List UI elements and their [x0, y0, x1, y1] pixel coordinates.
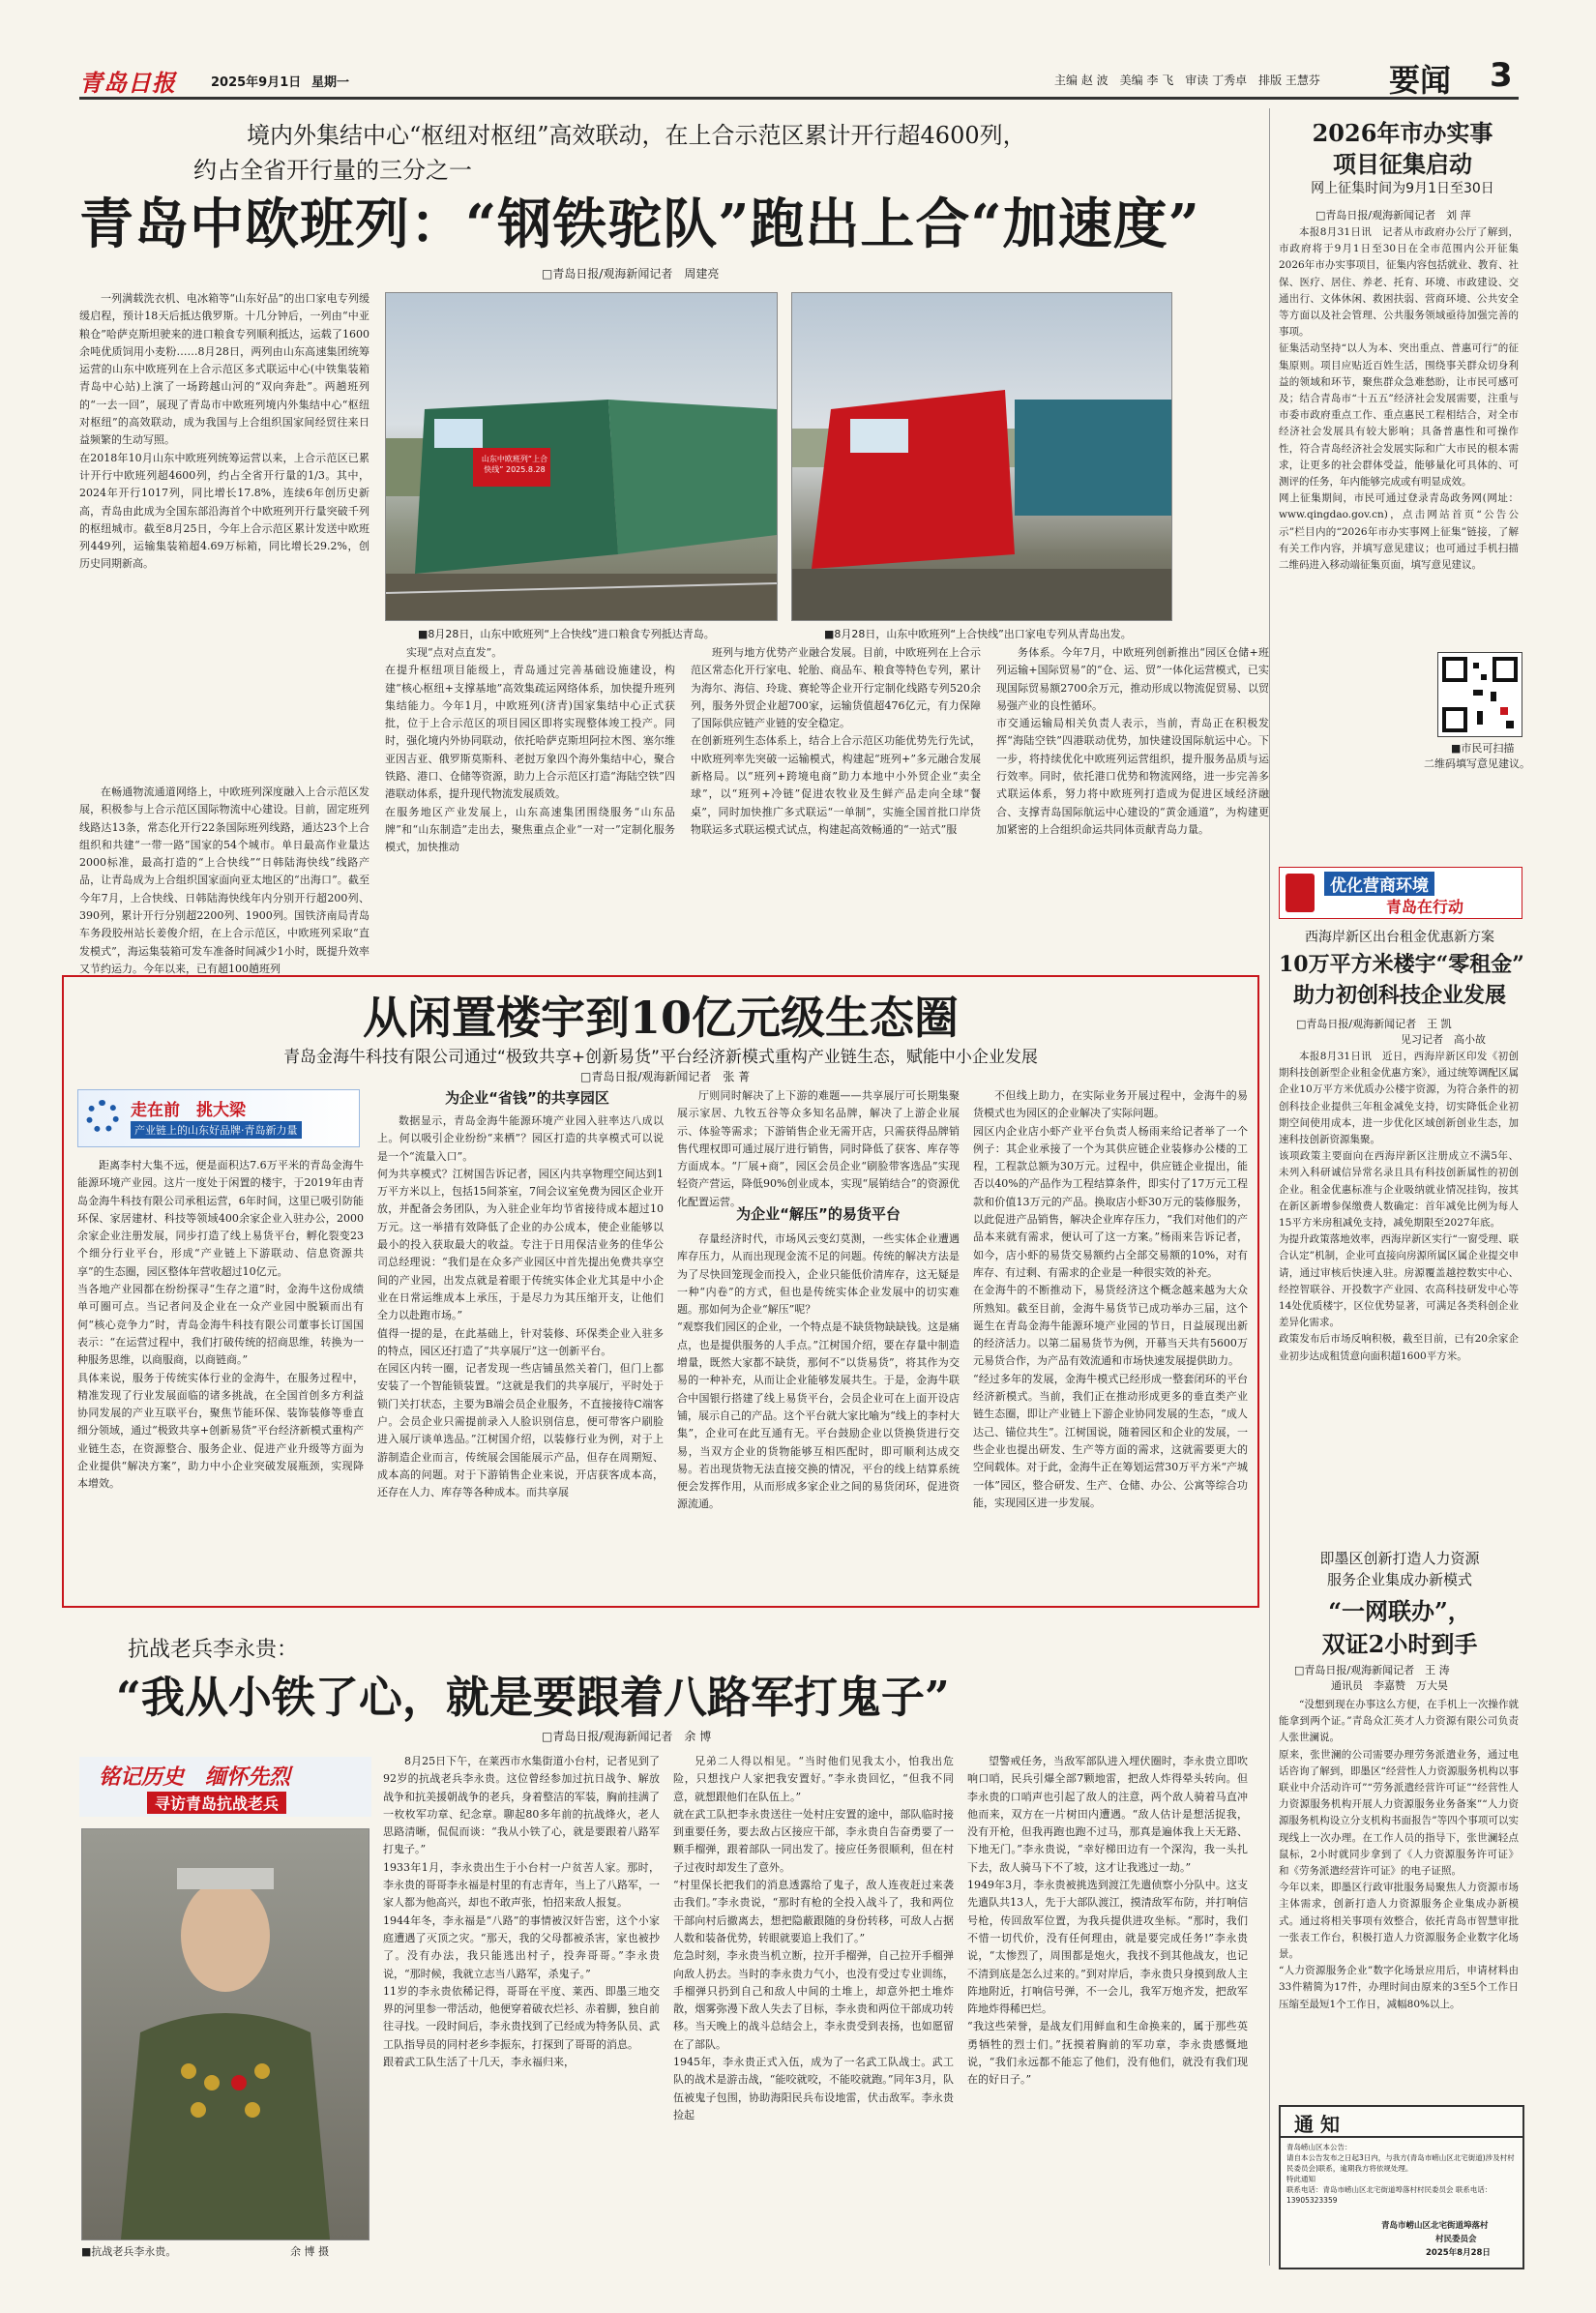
lead-intro: 一列满载洗衣机、电冰箱等“山东好品”的出口家电专列缓缓启程，预计18天后抵达俄罗斯。十几分钟后，一列由“中亚粮仓”哈萨克斯坦驶来的进口粮食专列顺利抵达，运载了1600余吨优质饲用小麦粉……8月28日，两列由山东高速集团统筹运营的山东中欧班列在上合示范区多式联运中心(中铁集装箱青岛中心站)上演了一场跨越山河的“双向奔赴”。两趟班列的“一去一回”，展现了青岛市中欧班列境内外集结中心“枢纽对枢纽”的高效联动，成为我国与上合组织国家间经贸往来日益频繁的生动写照。 在2018年10月山东中欧班列统筹运营以来，上合示范区已累计开行中欧班列超4600列，约占全省开行量的1/3。其中，2024年开行1017列，同比增长17.8%，连续6年创历史新高，青岛由此成为全国东部沿海首个中欧班列开行量突破千列的枢纽城市。截至8月25日，今年上合示范区累计发送中欧班列449列，运输集装箱超4.69万标箱，同比增长29.2%，创历史同期新高。 — [79, 292, 369, 571]
veteran-photo — [81, 1828, 369, 2240]
notice-body: 青岛崂山区本公告： 请自本公告发布之日起3日内，与我方(青岛市崂山区北宅街道)涉及村村民委员会)联系，逾期我方将依规处理。 特此通知 联系电话：青岛市崂山区北宅街道埠落村村民委员会 联系电话：13905323359 — [1286, 2143, 1515, 2205]
qr-caption-1: ■市民可扫描 — [1451, 742, 1515, 755]
masthead-rule — [79, 97, 1519, 100]
right3-byline-1: □青岛日报/观海新闻记者 王 涛 — [1294, 1664, 1450, 1676]
banner-icon — [1286, 874, 1315, 912]
lead-headline: 青岛中欧班列：“钢铁驼队”跑出上合“加速度” — [79, 193, 1200, 256]
lead-col-a: 在畅通物流通道网络上，中欧班列深度融入上合示范区发展，积极参与上合示范区国际物流中心建设。目前，固定班列线路达13条，常态化开行22条国际班列线路，通达23个上合组织和共建“一带一路”国家的54个城市。单日最高作业量达2000标准，最高打造的“上合快线”“日韩陆海快线”线路产品，让青岛成为上合组织国家面向亚太地区的“出海口”。截至今年7月，上合快线、日韩陆海快线年内分别开行超200列、390列，累计开行分别超2200列、1900列。国铁济南局青岛车务段胶州站长姜俊介绍，在上合示范区，中欧班列采取“直发模式”，海运集装箱可发车准备时间减少1小时，既提升效率又节约运力。今年以来，已有超100趟班列 — [79, 786, 369, 975]
notice-date: 2025年8月28日 — [1426, 2248, 1491, 2258]
photo-export-caption: ■8月28日，山东中欧班列“上合快线”出口家电专列从青岛出发。 — [824, 628, 1132, 640]
veteran-col-3: 望警戒任务，当敌军部队进入埋伏圈时，李永贵立即吹响口哨，民兵引爆全部7颗地雷，把敌人炸得晕头转向。但李永贵的口哨声也引起了敌人的注意，两个敌人骑着马直冲他而来，双方在一片树田内遭遇。“敌人估计是想活捉我，没有开枪，但我再跑也跑不过马，那真是遍体我上天无路、下地无门。”李永贵说，“幸好梯田边有一个深沟，我一头扎下去，敌人骑马下不了坡，这才让我逃过一劫。” 1949年3月，李永贵被挑选到渡江先遣侦察小分队中。这支先遣队共13人，先于大部队渡江，摸清敌军布防，并打响信号枪，传回敌军位置，为我兵提供进攻坐标。“那时，我们不惜一切代价，没有任何理由，就是要完成任务!”李永贵说，“太惨烈了，周围都是炮火，我找不到其他战友，也记不清到底是怎么过来的。”到对岸后，李永贵只身摸到敌人主阵地附近，打响信号弹，不一会儿，我军万炮齐发，把敌军阵地炸得稀巴烂。 “我这些荣誉，是战友们用鲜血和生命换来的，属于那些英勇牺牲的烈士们。”抚摸着胸前的军功章，李永贵感慨地说，“我们永远都不能忘了他们，没有他们，就没有我们现在的好日子。” — [967, 1755, 1248, 2087]
gear-icon — [86, 1100, 119, 1133]
feature-byline: □青岛日报/观海新闻记者 张 菁 — [580, 1070, 751, 1083]
right3-byline-2: 通讯员 李嘉赞 万大昊 — [1331, 1679, 1448, 1692]
series-logo-line-1: 走在前 挑大梁 — [131, 1101, 246, 1120]
page-number: 3 — [1490, 56, 1513, 95]
qr-code-icon — [1438, 653, 1522, 736]
veteran-byline: □青岛日报/观海新闻记者 余 博 — [542, 1730, 712, 1743]
banner-text-2: 青岛在行动 — [1386, 898, 1464, 916]
notice-signature-1: 青岛市崂山区北宅街道埠落村 — [1381, 2221, 1489, 2231]
feature-col-3a: 厅则同时解决了上下游的难题——共享展厅可长期集聚展示家居、九牧五谷等众多知名品牌，解决了上游企业展示、体验等需求；下游销售企业无需开店，只需获得品牌销售代理权即可通过展厅进行销售，同时降低了获客、库存等方面成本。“厂展+商”，园区会员企业“刷脸带客选品”实现轻资产营运，降低90%创业成本，实现“展销结合”的资源优化配置运营。 — [677, 1089, 960, 1208]
lead-col-c: 班列与地方优势产业融合发展。目前，中欧班列在上合示范区常态化开行家电、轮胎、商品车、粮食等特色专列，累计为海尔、海信、玲珑、赛轮等企业开行定制化线路专列520余列，服务外贸企业超700家，运输货值超476亿元，有力保障了国际供应链产业链的安全稳定。 在创新班列生态体系上，结合上合示范区功能优势先行先试，中欧班列率先突破一运输模式，构建起“班列+”多元融合发展新格局。以“班列+跨境电商”助力本地中小外贸企业“卖全球”，以“班列+冷链”促进农牧业及生鲜产品走向全球“餐桌”，同时加快推广多式联运“一单制”，实施全国首批口岸货物联运多式联运模式试点，构建起高效畅通的“一站式”服 — [691, 646, 981, 836]
feature-headline: 从闲置楼宇到10亿元级生态圈 — [362, 992, 959, 1044]
feature-col2-title: 为企业“省钱”的共享园区 — [445, 1089, 609, 1107]
feature-series-logo — [77, 1089, 360, 1147]
lead-col-d: 务体系。今年7月，中欧班列创新推出“园区仓储+班列运输+国际贸易”的“仓、运、贸”一体化运营模式，已实现国际贸易额2700余万元，推动形成以物流促贸易、以贸易强产业的良性循环。 市交通运输局相关负责人表示，当前，青岛正在积极发挥“海陆空铁”四港联动优势，加快建设国际航运中心。下一步，将持续优化中欧班列运营组织，提升服务品质与运行效率。同时，依托港口优势和物流网络，进一步完善多式联运体系，努力将中欧班列打造成为促进区域经济融合、支撑青岛国际航运中心建设的“黄金通道”，为构建更加紧密的上合组织命运共同体贡献青岛力量。 — [996, 646, 1269, 836]
notice-signature-2: 村民委员会 — [1435, 2235, 1477, 2244]
veteran-portrait — [82, 1829, 369, 2239]
right2-byline-2: 见习记者 高小故 — [1401, 1033, 1486, 1046]
feature-col3-title: 为企业“解压”的易货平台 — [736, 1205, 901, 1223]
feature-col-4: 不但线上助力，在实际业务开展过程中，金海牛的易货模式也为园区的企业解决了实际问题。 园区内企业店小虾产业平台负责人杨雨来给记者举了一个例子：其企业承接了一个为其供应链企业装修办公楼的工程，工程款总额为30万元。过程中，供应链企业提出，能否以40%的产品作为工程结算条件，即实付了17万元工程款和价值13万元的产品。换取店小虾30万元的装修服务，以此促进产品销售，解决企业库存压力，“我们对他们的产品本来就有需求，便认可了这一方案。”杨雨来告诉记者，如今，店小虾的易货交易额约占全部交易额的10%，对有库存、有过剩、有需求的企业是一种很实效的补充。 在金海牛的不断推动下，易货经济这个概念越来越为大众所熟知。截至目前，金海牛易货节已成功举办三届，这个诞生在青岛金海牛能源环境产业园的节日，日益展现出新的经济活力。以第二届易货节为例，开幕当天共有5600万元易货合作，为产品有效流通和市场快速发展提供助力。 “经过多年的发展，金海牛模式已经形成一整套闭环的平台经济新模式。当前，我们正在推动形成更多的垂直类产业链生态圈，即让产业链上下游企业协同发展的生态，“成人达己、锚位共生”。江树国说，随着园区和企业的发展，一些企业也提出研发、生产等方面的需求，这就需要更大的空间载体。对于此，金海牛正在筹划运营30万平方米“产城一体”园区，整合研发、生产、仓储、办公、公寓等综合功能，实现园区进一步发展。 — [973, 1089, 1248, 1509]
sidebar-byline: □青岛日报/观海新闻记者 刘 萍 — [1315, 209, 1471, 222]
feature-col-2: 数据显示，青岛金海牛能源环境产业园入驻率达八成以上。何以吸引企业纷纷“来栖”？园区打造的共享模式可以说是一个“流量入口”。 何为共享模式？江树国告诉记者，园区内共享物理空间达到1万平方米以上，包括15间茶室，7间会议室免费为园区企业开放，并配备会务团队，为入驻企业年均节省接待成本超过10万元。这一举措有效降低了企业的办公成本，使企业能够以最小的投入获取最大的收益。专注于日用保洁业务的佳华公司总经理说：“我们是在众多产业园区中首先提出免费共享空间的产业园，出发点就是着眼于传统实体企业尤其是中小企业在日常运维成本上承压，于是尽力为其压缩开支，让他们全力以赴跑市场。” 值得一提的是，在此基础上，针对装修、环保类企业入驻多的特点，园区还打造了“共享展厅”这一创新平台。 在园区内转一圈，记者发现一些店铺虽然关着门，但门上都安装了一个智能锁装置。“这就是我们的共享展厅，平时处于锁门关打状态，主要为B端会员企业服务，不直接接待C端客户。会员企业只需提前录入人脸识别信息，便可带客户刷脸进入展厅谈单选品。”江树国介绍，以装修行业为例，对于上游制造企业而言，传统展会国能展示产品，但存在周期短、成本高的问题。对于下游销售企业来说，开店获客成本高，还存在人力、库存等各种成本。而共享展 — [377, 1114, 664, 1499]
masthead-editors: 主编 赵 波 美编 李 飞 审读 丁秀卓 排版 王慧芬 — [1054, 74, 1320, 87]
feature-subhead: 青岛金海牛科技有限公司通过“极致共享+创新易货”平台经济新模式重构产业链生态，赋能中小企业发展 — [283, 1048, 1038, 1067]
right2-headline-1: 10万平方米楼宇“零租金” — [1279, 952, 1524, 977]
veteran-series-logo — [79, 1757, 371, 1817]
train-illustration — [386, 293, 777, 620]
qr-code[interactable] — [1437, 652, 1522, 737]
veteran-col-2: 兄弟二人得以相见。“当时他们见我太小，怕我出危险，只想找户人家把我安置好。”李永贵回忆，“但我不同意，就想跟他们在队伍上。” 就在武工队把李永贵送往一处村庄安置的途中，部队临时接到重要任务，要去敌占区接应干部，李永贵自告奋勇要了一颗手榴弹，跟着部队一同出发了。接应任务很顺利，但在村子过夜时却发生了意外。 “村里保长把我们的消息透露给了鬼子，敌人连夜赶过来袭击我们。”李永贵说，“那时有枪的全投入战斗了，我和两位干部向村后撤离去，想把隐蔽跟随的身份转移，可敌人占据人数和装备优势，转眼就要追上我们了。” 危急时刻，李永贵当机立断，拉开手榴弹，自己拉开手榴弹向敌人扔去。当时的李永贵力气小，也没有受过专业训练，手榴弹只扔到自己和敌人中间的土堆上，却意外把土堆炸散，烟雾弥漫下敌人失去了目标，李永贵和两位干部成功转移。当天晚上的战斗总结会上，李永贵受到表扬，也如愿留在了部队。 1945年，李永贵正式入伍，成为了一名武工队战士。武工队的战术是游击战，“能咬就咬，不能咬就跑。”同年3月，队伍被鬼子包围，协助海阳民兵布设地雷，伏击敌军。李永贵捡起 — [673, 1755, 954, 2121]
lead-kicker-2: 约占全省开行量的三分之一 — [193, 157, 472, 184]
train-sign: 山东中欧班列“上合快线” 2025.8.28 — [481, 455, 548, 474]
right2-headline-2: 助力初创科技企业发展 — [1292, 983, 1506, 1008]
notice-rule — [1281, 2136, 1522, 2138]
veteran-kicker: 抗战老兵李永贵： — [128, 1638, 299, 1662]
section-name: 要闻 — [1389, 62, 1452, 99]
right2-body: 本报8月31日讯 近日，西海岸新区印发《初创期科技创新型企业租金优惠方案》，通过统筹调配区属企业10万平方米优质办公楼宇资源，为符合条件的初创科技企业提供三年租金减免支持，切实降低企业初期空间使用成本，进一步优化区域创新创业生态，加速科技创新资源集聚。 该项政策主要面向在西海岸新区注册成立不满5年、未列入科研诚信异常名录且具有科技创新属性的初创企业。租金优惠标准与企业吸纳就业情况挂钩，按其在新区新增参保缴费人数确定：首年减免比例为每人15平方米房租减免支持，减免期限至2027年底。 为提升政策落地效率，西海岸新区实行“一窗受理、联合认定”机制，企业可直接向房源所属区属企业提交申请，通过审核后快速入驻。房源覆盖越控数实中心、经控智联谷、开投数字产业园、农高科技研发中心等14处优质楼宇，区位优势显著，可满足各类科创企业差异化需求。 政策发布后市场反响积极，截至目前，已有20余家企业初步达成租赁意向面积超1600平方米。 — [1279, 1051, 1519, 1362]
masthead-logo: 青岛日报 — [79, 69, 176, 97]
right2-kicker: 西海岸新区出台租金优惠新方案 — [1305, 930, 1494, 945]
right3-headline-2: 双证2小时到手 — [1321, 1630, 1478, 1658]
photo-import-train — [385, 292, 778, 621]
masthead-weekday: 星期一 — [311, 75, 350, 90]
business-banner — [1279, 867, 1522, 919]
train-illustration-2 — [792, 293, 1171, 620]
notice-box — [1279, 2105, 1524, 2269]
photo-import-caption: ■8月28日，山东中欧班列“上合快线”进口粮食专列抵达青岛。 — [418, 628, 715, 640]
right3-body: “没想到现在办事这么方便，在手机上一次操作就能拿到两个证。”青岛众汇英才人力资源有限公司负责人张世澜说。 原来，张世澜的公司需要办理劳务派遣业务，通过电话咨询了解到，即墨区“经营性人力资源服务机构以事联业中介活动许可”“劳务派遣经营许可证”“经营性人力资源服务机构开展人力资源服务业务备案”“人力资源服务机构设立分支机构书面报告”等四个事项可以实现线上一次办理。在工作人员的指导下，张世澜轻点鼠标，2小时就同步拿到了《人力资源服务许可证》和《劳务派遣经营许可证》的电子证照。 今年以来，即墨区行政审批服务局聚焦人力资源市场主体需求，创新打造人力资源服务企业集成办新模式。通过将相关事项有效整合，依托青岛市智慧审批一张表工作台，积极打造人力资源服务企业数字化场景。 “人力资源服务企业”数字化场景应用后，申请材料由33件精简为17件，办理时间由原来的3至5个工作日压缩至最短1个工作日，减幅80%以上。 — [1279, 1699, 1519, 2010]
masthead-date: 2025年9月1日 — [211, 75, 302, 90]
qr-caption-2: 二维码填写意见建议。 — [1424, 757, 1530, 770]
right3-kicker-2: 服务企业集成办新模式 — [1326, 1571, 1472, 1588]
right2-byline-1: □青岛日报/观海新闻记者 王 凯 — [1296, 1018, 1452, 1030]
lead-col-b: 实现“点对点直发”。 在提升枢纽项目能级上，青岛通过完善基础设施建设，构建“核心枢纽+支撑基地”高效集疏运网络体系，加快提升班列集结能力。今年1月，中欧班列(济青)国家集结中心正式获批，位于上合示范区的项目园区即将实现整体竣工投产。同时，强化境内外协同联动，依托哈萨克斯坦阿拉木图、塞尔维亚因吉亚、俄罗斯莫斯科、老挝万象四个海外集结中心，聚合铁路、港口、仓储等资源，助力上合示范区打造“海陆空铁”四港联动体系，提升现代物流发展质效。 在服务地区产业发展上，山东高速集团围绕服务“山东品牌”和“山东制造”走出去，聚焦重点企业“一对一”定制化服务模式，加快推动 — [385, 646, 675, 854]
sidebar-headline-2: 项目征集启动 — [1333, 150, 1472, 178]
feature-col-1: 距离李村大集不远，便是面积达7.6万平米的青岛金海牛能源环境产业园。这片一度处于闲置的楼宇，于2019年由青岛金海牛科技有限公司承租运营，6年时间，这里已吸引防能环保、家居建材、科技等领域400余家企业入驻办公，2000余家企业注册发展，同步打造了线上易货平台，孵化裂变23个细分行业平台，形成“产业链上下游联动、信息资源共享”的生态圈，园区整体年营收超过10亿元。 当各地产业园都在纷纷探寻“生存之道”时，金海牛这份成绩单可圈可点。当记者问及企业在一众产业园中脱颖而出有何“核心竞争力”时，青岛金海牛科技有限公司董事长订国国表示：“在运营过程中，我们打破传统的招商思维，转换为一种服务思维，以商服商，以商链商。” 具体来说，服务于传统实体行业的金海牛，在服务过程中，精准发现了行业发展面临的诸多挑战，在全国首创多方利益协同发展的产业互联平台，聚焦节能环保、装饰装修等垂直细分领域，通过“极致共享+创新易货”平台经济新模式重构产业链生态，在资源整合、服务企业、促进产业升级等方面为企业提供“解决方案”，助力中小企业突破发展瓶颈，实现降本增效。 — [77, 1159, 364, 1491]
veteran-headline: “我从小铁了心，就是要跟着八路军打鬼子” — [116, 1672, 950, 1723]
right3-headline-1: “一网联办”， — [1328, 1597, 1471, 1625]
sidebar-body: 本报8月31日讯 记者从市政府办公厅了解到，市政府将于9月1日至30日在全市范围内公开征集2026年市办实事项目，征集内容包括就业、教育、社保、医疗、居住、养老、托育、环境、市政建设、交通出行、文体休闲、救困扶弱、营商环境、公共安全等方面以及社会管理、公共服务领域亟待加强完善的事项。 征集活动坚持“以人为本、突出重点、普惠可行”的征集原则。项目应贴近百姓生活，围绕事关群众切身利益的领域和环节，聚焦群众急难愁盼，让市民可感可及；结合青岛市“十五五”经济社会发展需要，注重与市委市政府重点工作、重点惠民工程相结合，对全市经济社会发展具有较大影响；具备普惠性和可操作性，符合青岛经济社会发展实际和广大市民的根本需求，让更多的社会群体受益，能够量化可具体的、可测评的任务，年内能够完成或有明显成效。 网上征集期间，市民可通过登录青岛政务网(网址：www.qingdao.gov.cn)，点击网站首页“公告公示”栏目内的“2026年市办实事网上征集”链接，了解有关工作内容，并填写意见建议；也可通过手机扫描二维码进入移动端征集页面，填写意见建议。 — [1279, 226, 1519, 572]
lead-byline: □青岛日报/观海新闻记者 周建亮 — [542, 267, 720, 281]
sidebar-headline-1: 2026年市办实事 — [1312, 119, 1493, 147]
sidebar-divider — [1269, 108, 1270, 2266]
veteran-col-1: 8月25日下午，在莱西市水集街道小台村，记者见到了92岁的抗战老兵李永贵。这位曾经参加过抗日战争、解放战争和抗美援朝战争的老兵，身着整洁的军装，胸前挂满了一枚枚军功章、纪念章。聊起80多年前的抗战烽火，老人思路清晰，侃侃而谈：“我从小铁了心，就是要跟着八路军打鬼子。” 1933年1月，李永贵出生于小台村一户贫苦人家。那时，李永贵的哥哥李永福是村里的有志青年，当上了八路军，一家人都为他高兴，却也不敢声张，怕招来敌人报复。 1944年冬，李永福是“八路”的事情被汉奸告密，这个小家庭遭遇了灭顶之灾。“那天，我的父母都被杀害，家也被抄了。没有办法，我只能逃出村子，投奔哥哥。”李永贵说，“那时候，我就立志当八路军，杀鬼子。” 11岁的李永贵依稀记得，哥哥在平度、莱西、即墨三地交界的河里参一带活动，他便穿着破衣烂衫、赤着脚，独自前往寻找。一段时间后，李永贵找到了已经成为特务队员、武工队指导员的同村老乡李振东，打探到了哥哥的消息。 跟着武工队生活了十几天，李永福归来， — [383, 1755, 660, 2069]
veteran-photographer: 余 博 摄 — [290, 2245, 329, 2258]
feature-col-3b: 存量经济时代，市场风云变幻莫测，一些实体企业遭遇库存压力，从而出现现金流不足的问题。传统的解决方法是为了尽快回笼现金而投入，企业只能低价清库存，这无疑是一种“内卷”的方式，但也是传统实体企业发展中的切实难题。那如何为企业“解压”呢？ “观察我们园区的企业，一个特点是不缺货物缺缺钱。这是痛点，也是提供服务的人手点。”江树国介绍，要在存量中制造增量，既然大家都不缺货，那何不“以货易货”，将其作为交易的一种补充，从而让企业能够发展共生。于是，金海牛联合中国银行搭建了线上易货平台，会员企业可在上面开设店铺，展示自己的产品。这个平台就大家比喻为“线上的李村大集”，企业可在此互通有无。平台鼓励企业以货换货进行交易，当双方企业的货物能够互相匹配时，即可顺利达成交易。若出现货物无法直接交换的情况，平台的线上结算系统便会发挥作用，从而形成多家企业之间的易货闭环，促进资源流通。 — [677, 1232, 960, 1511]
veteran-photo-caption: ■抗战老兵李永贵。 — [81, 2245, 177, 2258]
banner-text-1: 优化营商环境 — [1324, 872, 1434, 896]
sidebar-subhead: 网上征集时间为9月1日至30日 — [1311, 181, 1494, 196]
series-line-1: 铭记历史 缅怀先烈 — [99, 1764, 291, 1790]
right3-kicker-1: 即墨区创新打造人力资源 — [1319, 1550, 1480, 1567]
series-logo-line-2: 产业链上的山东好品牌·青岛新力量 — [131, 1121, 302, 1139]
notice-title: 通 知 — [1294, 2113, 1340, 2136]
series-line-2: 寻访青岛抗战老兵 — [147, 1792, 286, 1814]
photo-export-train — [791, 292, 1172, 621]
lead-kicker-1: 境内外集结中心“枢纽对枢纽”高效联动，在上合示范区累计开行超4600列， — [247, 122, 1026, 149]
